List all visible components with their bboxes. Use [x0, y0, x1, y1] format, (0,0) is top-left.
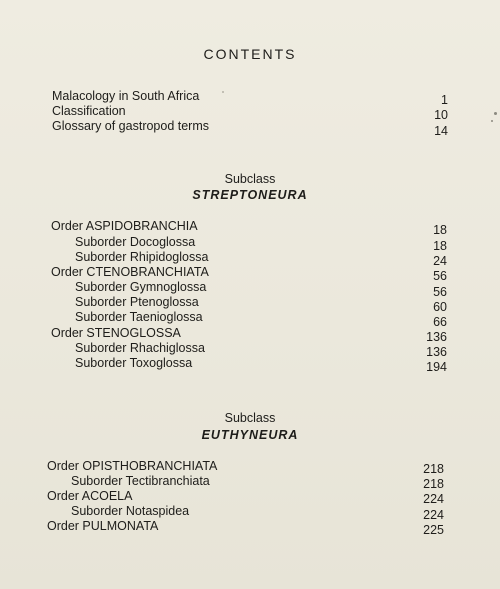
toc-order-label: Order PULMONATA [47, 519, 159, 533]
toc-suborder-label: Suborder Docoglossa [75, 235, 196, 249]
toc-order-label: Order ACOELA [47, 489, 133, 503]
paper-speck [494, 112, 497, 115]
toc-suborder-label: Suborder Rhipidoglossa [75, 250, 209, 264]
toc-suborder-label: Suborder Notaspidea [71, 504, 190, 518]
toc-entry-page: 136 [426, 345, 447, 359]
toc-entry-page: 56 [433, 285, 447, 299]
toc-entry-page: 225 [423, 523, 444, 537]
toc-entry-page: 224 [423, 508, 444, 522]
toc-suborder-label: Suborder Tectibranchiata [71, 474, 210, 488]
toc-entry-page: 1 [441, 93, 448, 107]
toc-entry-page: 56 [433, 269, 447, 283]
toc-order-label: Order CTENOBRANCHIATA [51, 265, 209, 279]
toc-entry-page: 10 [434, 108, 448, 122]
toc-suborder-label: Suborder Rhachiglossa [75, 341, 205, 355]
toc-entry-page: 18 [433, 239, 447, 253]
toc-entry-label: Glossary of gastropod terms [52, 119, 210, 133]
toc-order-label: Order STENOGLOSSA [51, 326, 181, 340]
subclass-label: Subclass [224, 172, 276, 186]
toc-suborder-label: Suborder Ptenoglossa [75, 295, 199, 309]
paper-speck [491, 120, 493, 122]
subclass-label: Subclass [224, 411, 276, 425]
toc-entry-page: 18 [433, 223, 447, 237]
subclass-name: STREPTONEURA [192, 188, 308, 202]
toc-entry-page: 218 [423, 462, 444, 476]
toc-suborder-label: Suborder Toxoglossa [75, 356, 193, 370]
toc-entry-page: 224 [423, 492, 444, 506]
toc-entry-page: 136 [426, 330, 447, 344]
toc-order-label: Order OPISTHOBRANCHIATA [47, 459, 218, 473]
paper-speck [222, 91, 224, 93]
toc-entry-page: 24 [433, 254, 447, 268]
toc-entry-page: 14 [434, 124, 448, 138]
toc-suborder-label: Suborder Taenioglossa [75, 310, 203, 324]
toc-entry-page: 218 [423, 477, 444, 491]
toc-order-label: Order ASPIDOBRANCHIA [51, 219, 198, 233]
toc-entry-page: 194 [426, 360, 447, 374]
toc-entry-page: 66 [433, 315, 447, 329]
toc-suborder-label: Suborder Gymnoglossa [75, 280, 207, 294]
toc-entry-label: Malacology in South Africa [52, 89, 200, 103]
toc-entry-label: Classification [52, 104, 126, 118]
subclass-name: EUTHYNEURA [201, 428, 299, 442]
page-title: CONTENTS [203, 46, 297, 62]
toc-entry-page: 60 [433, 300, 447, 314]
